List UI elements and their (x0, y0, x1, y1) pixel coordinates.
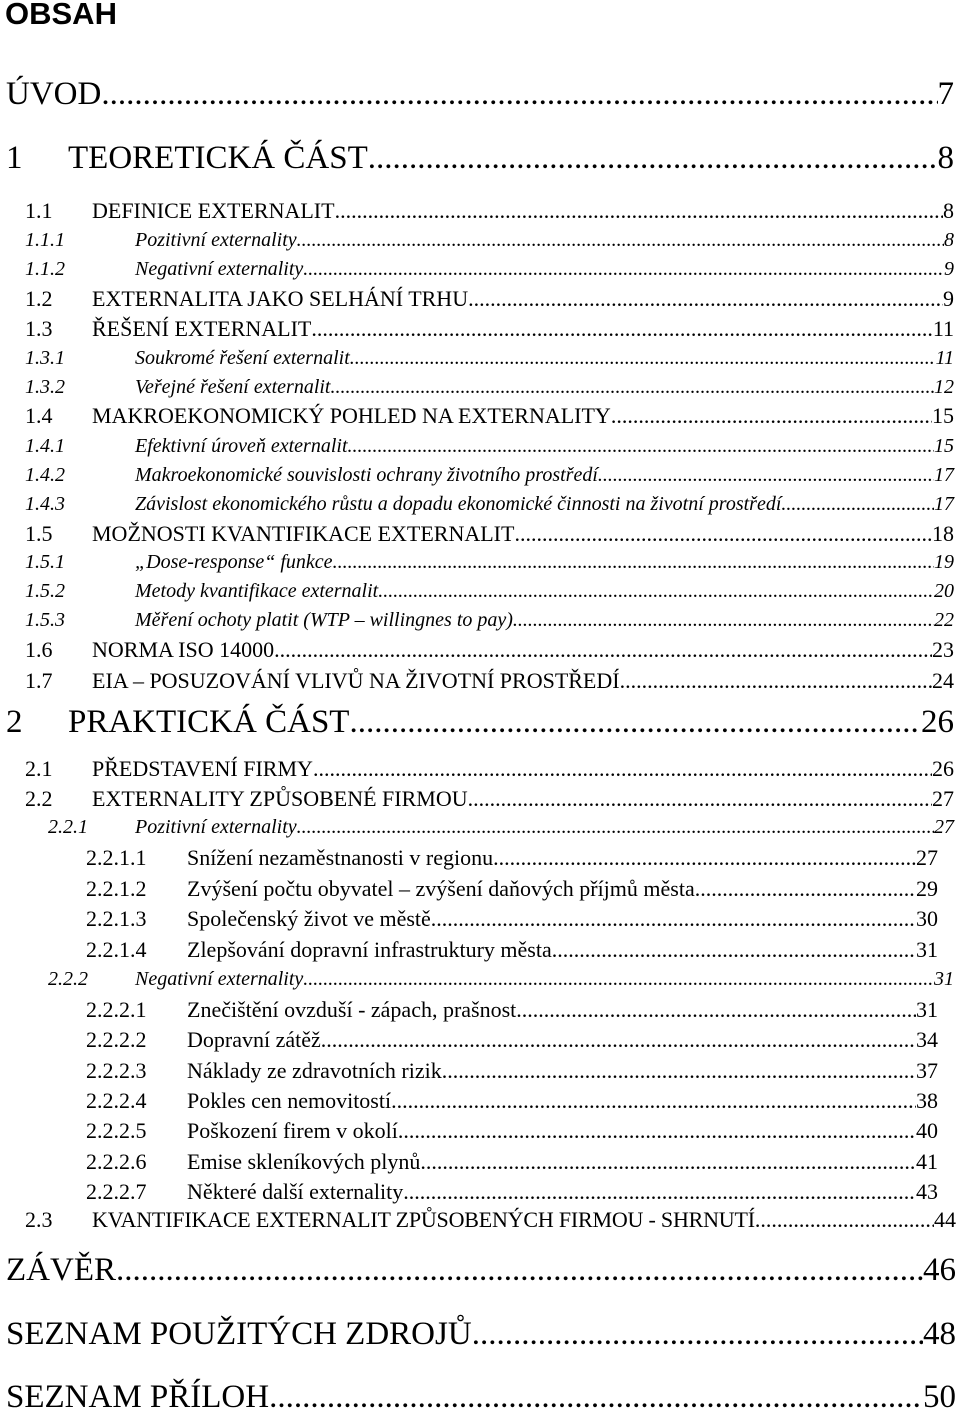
toc-entry-page: 34 (916, 1027, 938, 1052)
toc-entry-subsection[interactable] (25, 229, 954, 257)
toc-leader-dots (514, 521, 932, 547)
toc-leader-dots (781, 493, 934, 516)
toc-entry-page: 18 (932, 521, 954, 546)
toc-entry-section[interactable] (25, 637, 954, 666)
toc-entry-number: 2.2.2.1 (86, 997, 147, 1022)
toc-leader-dots (368, 140, 938, 177)
toc-leader-dots (297, 816, 934, 839)
toc-entry-number: 2.3 (25, 1207, 53, 1232)
toc-entry-page: 9 (943, 286, 954, 311)
toc-leader-dots (403, 1179, 916, 1205)
toc-leader-dots (311, 316, 932, 342)
toc-entry-page: 43 (916, 1179, 938, 1204)
toc-leader-dots (391, 1088, 916, 1114)
toc-entry-page: 17 (934, 493, 954, 515)
toc-leader-dots (442, 1058, 916, 1084)
toc-entry-page: 15 (932, 403, 954, 428)
toc-entry-subsubsection[interactable] (86, 876, 938, 906)
toc-entry-title: ÚVOD (6, 76, 102, 112)
toc-leader-dots (516, 997, 916, 1023)
toc-leader-dots (420, 1149, 916, 1175)
toc-entry-page: 8 (944, 229, 954, 251)
toc-entry-page: 37 (916, 1058, 938, 1083)
toc-entry-title: Některé další externality (187, 1179, 404, 1204)
toc-entry-subsubsection[interactable] (86, 1149, 938, 1179)
toc-entry-number: 1.3.2 (25, 376, 65, 398)
toc-entry-page: 26 (932, 756, 954, 781)
toc-entry-number: 2 (6, 704, 23, 740)
toc-entry-number: 2.2.2 (48, 968, 88, 990)
toc-leader-dots (378, 580, 934, 603)
toc-entry-title: Poškození firem v okolí (187, 1118, 398, 1143)
toc-entry-uvod[interactable] (6, 76, 954, 120)
toc-entry-title: ŘEŠENÍ EXTERNALIT (92, 316, 312, 341)
toc-entry-title: Znečištění ovzduší - zápach, prašnost (187, 997, 517, 1022)
toc-entry-number: 2.2.1.4 (86, 937, 147, 962)
toc-entry-title: Soukromé řešení externalit (135, 347, 350, 369)
toc-entry-subsubsection[interactable] (86, 1179, 938, 1209)
toc-leader-dots (552, 937, 916, 963)
toc-entry-page: 40 (916, 1118, 938, 1143)
toc-entry-title: MOŽNOSTI KVANTIFIKACE EXTERNALIT (92, 521, 515, 546)
toc-entry-title: Veřejné řešení externalit (135, 376, 331, 398)
toc-leader-dots (431, 906, 916, 932)
toc-entry-section[interactable] (25, 756, 954, 785)
toc-leader-dots (695, 876, 916, 902)
toc-entry-number: 1.4.3 (25, 493, 65, 515)
toc-leader-dots (611, 403, 932, 429)
toc-entry-number: 1.7 (25, 668, 53, 693)
toc-entry-page: 7 (937, 76, 954, 112)
toc-entry-number: 2.2.1.2 (86, 876, 147, 901)
toc-entry-subsection[interactable] (25, 258, 954, 286)
toc-entry-subsubsection[interactable] (86, 997, 938, 1027)
toc-leader-dots (321, 1027, 916, 1053)
toc-leader-dots (348, 435, 934, 458)
toc-entry-title: Pozitivní externality (135, 229, 297, 251)
toc-leader-dots (493, 845, 916, 871)
toc-entry-page: 11 (932, 316, 954, 341)
toc-leader-dots (513, 609, 934, 632)
toc-entry-number: 2.2.1 (48, 816, 88, 838)
toc-entry-number: 1.2 (25, 286, 53, 311)
toc-entry-page: 46 (923, 1252, 956, 1288)
toc-entry-subsection[interactable] (25, 493, 954, 521)
toc-entry-zaver[interactable] (6, 1252, 956, 1296)
toc-leader-dots (313, 756, 932, 782)
toc-leader-dots (349, 704, 921, 741)
toc-entry-title: Zlepšování dopravní infrastruktury města (187, 937, 552, 962)
toc-entry-title: „Dose-response“ funkce (135, 551, 333, 573)
toc-entry-zdroje[interactable] (6, 1316, 956, 1360)
toc-entry-page: 44 (934, 1207, 956, 1232)
toc-entry-title: Emise skleníkových plynů (187, 1149, 421, 1174)
toc-entry-title: NORMA ISO 14000 (92, 637, 275, 662)
toc-entry-page: 50 (923, 1379, 956, 1415)
toc-leader-dots (468, 786, 932, 812)
toc-entry-title: SEZNAM POUŽITÝCH ZDROJŮ (6, 1316, 472, 1352)
toc-entry-prilohy[interactable] (6, 1379, 956, 1423)
toc-entry-page: 30 (916, 906, 938, 931)
toc-entry-subsection[interactable] (48, 816, 954, 844)
toc-entry-number: 1 (6, 140, 23, 176)
toc-entry-number: 1.5.2 (25, 580, 65, 602)
toc-entry-number: 2.2.2.3 (86, 1058, 147, 1083)
toc-entry-section[interactable] (25, 198, 954, 227)
toc-entry-subsubsection[interactable] (86, 1027, 938, 1057)
toc-entry-number: 1.4 (25, 403, 53, 428)
toc-leader-dots (335, 198, 943, 224)
toc-entry-title: MAKROEKONOMICKÝ POHLED NA EXTERNALITY (92, 403, 611, 428)
toc-entry-title: EXTERNALITY ZPŮSOBENÉ FIRMOU (92, 786, 468, 811)
toc-entry-title: KVANTIFIKACE EXTERNALIT ZPŮSOBENÝCH FIRMOU - SHRNUTÍ (92, 1207, 755, 1232)
toc-entry-section[interactable] (25, 286, 954, 315)
toc-entry-subsection[interactable] (25, 464, 954, 492)
toc-entry-page: 8 (937, 140, 954, 176)
toc-entry-number: 2.2.2.7 (86, 1179, 147, 1204)
toc-entry-page: 11 (935, 347, 954, 369)
toc-entry-title: Závislost ekonomického růstu a dopadu ekonomické činnosti na životní prostředí (135, 493, 782, 515)
toc-leader-dots (297, 229, 944, 252)
toc-entry-number: 1.3 (25, 316, 53, 341)
toc-entry-subsubsection[interactable] (86, 845, 938, 875)
toc-entry-number: 1.3.1 (25, 347, 65, 369)
toc-entry-number: 1.1.2 (25, 258, 65, 280)
toc-entry-number: 1.5 (25, 521, 53, 546)
toc-entry-title: EIA – POSUZOVÁNÍ VLIVŮ NA ŽIVOTNÍ PROSTŘEDÍ (92, 668, 620, 693)
toc-entry-title: TEORETICKÁ ČÁST (68, 140, 368, 176)
toc-entry-subsubsection[interactable] (86, 906, 938, 936)
toc-entry-page: 27 (934, 816, 954, 838)
toc-entry-subsection[interactable] (25, 435, 954, 463)
toc-entry-title: Měření ochoty platit (WTP – willingnes to pay) (135, 609, 513, 631)
toc-entry-section[interactable] (25, 668, 954, 697)
toc-entry-page: 19 (934, 551, 954, 573)
toc-entry-page: 8 (943, 198, 954, 223)
toc-entry-number: 2.2.2.4 (86, 1088, 147, 1113)
toc-entry-title: Metody kvantifikace externalit (135, 580, 379, 602)
toc-entry-page: 29 (916, 876, 938, 901)
toc-entry-title: Náklady ze zdravotních rizik (187, 1058, 442, 1083)
toc-leader-dots (755, 1207, 934, 1233)
toc-leader-dots (303, 258, 944, 281)
toc-leader-dots (101, 76, 937, 113)
toc-leader-dots (468, 286, 943, 312)
toc-entry-number: 2.2.2.5 (86, 1118, 147, 1143)
toc-entry-title: Zvýšení počtu obyvatel – zvýšení daňových příjmů města (187, 876, 695, 901)
toc-entry-title: DEFINICE EXTERNALIT (92, 198, 335, 223)
toc-entry-page: 31 (934, 968, 954, 990)
toc-entry-page: 23 (932, 637, 954, 662)
toc-entry-page: 17 (934, 464, 954, 486)
toc-entry-title: PRAKTICKÁ ČÁST (68, 704, 350, 740)
toc-leader-dots (350, 347, 936, 370)
toc-entry-number: 2.2.1.3 (86, 906, 147, 931)
toc-entry-number: 2.2.2.2 (86, 1027, 147, 1052)
toc-leader-dots (274, 637, 932, 663)
toc-leader-dots (116, 1252, 923, 1289)
toc-entry-title: Pokles cen nemovitostí (187, 1088, 392, 1113)
toc-entry-title: PŘEDSTAVENÍ FIRMY (92, 756, 313, 781)
toc-entry-subsubsection[interactable] (86, 1088, 938, 1118)
toc-entry-page: 27 (932, 786, 954, 811)
toc-entry-chapter-1[interactable] (6, 140, 954, 184)
toc-entry-title: EXTERNALITA JAKO SELHÁNÍ TRHU (92, 286, 469, 311)
toc-entry-page: 24 (932, 668, 954, 693)
toc-entry-page: 26 (921, 704, 954, 740)
toc-leader-dots (331, 376, 935, 399)
toc-entry-title: Negativní externality (135, 258, 304, 280)
toc-leader-dots (598, 464, 934, 487)
toc-entry-page: 20 (934, 580, 954, 602)
toc-entry-subsection[interactable] (25, 347, 954, 375)
toc-entry-title: Společenský život ve městě (187, 906, 431, 931)
toc-entry-subsection[interactable] (25, 609, 954, 637)
toc-heading: OBSAH (5, 0, 117, 31)
toc-leader-dots (333, 551, 934, 574)
toc-leader-dots (620, 668, 932, 694)
toc-entry-title: Pozitivní externality (135, 816, 297, 838)
toc-entry-page: 12 (934, 376, 954, 398)
toc-entry-subsection[interactable] (25, 551, 954, 579)
toc-entry-section[interactable] (25, 1207, 956, 1236)
toc-entry-number: 1.5.3 (25, 609, 65, 631)
toc-entry-chapter-2[interactable] (6, 704, 954, 748)
toc-entry-subsection[interactable] (48, 968, 954, 996)
toc-entry-page: 31 (916, 997, 938, 1022)
toc-entry-page: 41 (916, 1149, 938, 1174)
toc-entry-number: 1.6 (25, 637, 53, 662)
toc-entry-section[interactable] (25, 403, 954, 432)
toc-entry-number: 1.4.1 (25, 435, 65, 457)
toc-entry-title: Efektivní úroveň externalit (135, 435, 348, 457)
toc-entry-subsubsection[interactable] (86, 1118, 938, 1148)
toc-entry-number: 1.4.2 (25, 464, 65, 486)
toc-entry-number: 1.5.1 (25, 551, 65, 573)
toc-entry-number: 2.2.1.1 (86, 845, 147, 870)
toc-entry-section[interactable] (25, 786, 954, 815)
toc-entry-subsection[interactable] (25, 376, 954, 404)
toc-entry-subsubsection[interactable] (86, 937, 938, 967)
toc-entry-page: 15 (934, 435, 954, 457)
toc-entry-title: ZÁVĚR (6, 1252, 116, 1288)
toc-entry-number: 2.2 (25, 786, 53, 811)
toc-entry-page: 27 (916, 845, 938, 870)
toc-entry-subsection[interactable] (25, 580, 954, 608)
toc-entry-number: 2.1 (25, 756, 53, 781)
toc-leader-dots (303, 968, 934, 991)
toc-entry-section[interactable] (25, 316, 954, 345)
toc-entry-title: SEZNAM PŘÍLOH (6, 1379, 270, 1415)
toc-entry-subsubsection[interactable] (86, 1058, 938, 1088)
toc-entry-title: Makroekonomické souvislosti ochrany životního prostředí (135, 464, 598, 486)
toc-entry-number: 2.2.2.6 (86, 1149, 147, 1174)
toc-entry-section[interactable] (25, 521, 954, 550)
toc-entry-title: Dopravní zátěž (187, 1027, 321, 1052)
toc-entry-number: 1.1.1 (25, 229, 65, 251)
toc-entry-page: 22 (934, 609, 954, 631)
toc-entry-title: Negativní externality (135, 968, 304, 990)
toc-entry-page: 38 (916, 1088, 938, 1113)
toc-entry-page: 9 (944, 258, 954, 280)
toc-entry-page: 31 (916, 937, 938, 962)
toc-entry-page: 48 (923, 1316, 956, 1352)
toc-leader-dots (398, 1118, 916, 1144)
toc-leader-dots (269, 1379, 923, 1416)
toc-leader-dots (472, 1316, 923, 1353)
toc-entry-title: Snížení nezaměstnanosti v regionu (187, 845, 494, 870)
toc-entry-number: 1.1 (25, 198, 53, 223)
